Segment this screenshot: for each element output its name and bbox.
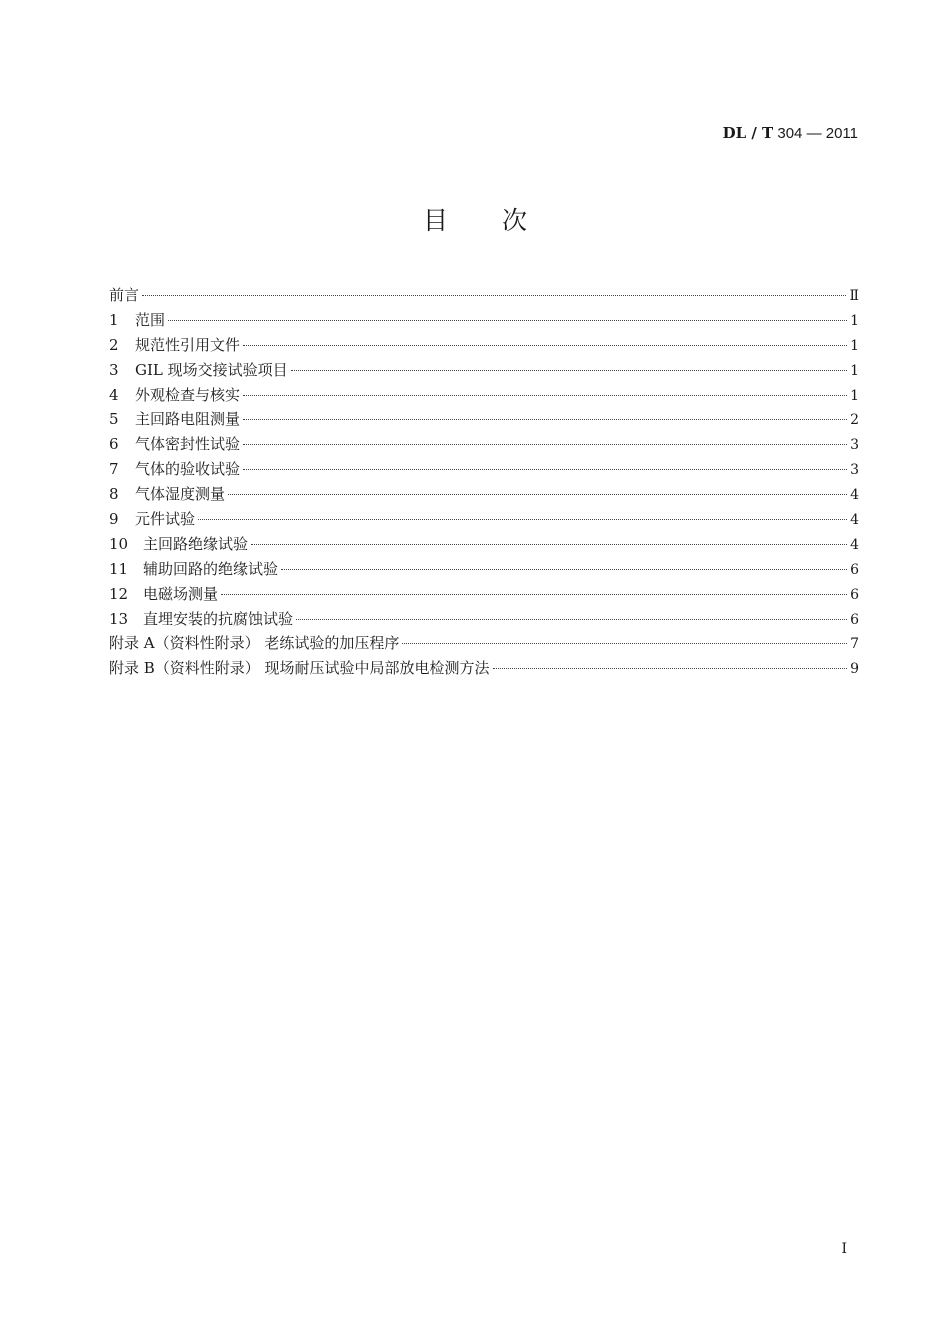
page-title: 目次 (422, 206, 581, 235)
toc-entry-page: 3 (850, 437, 859, 454)
toc-entry-number: 1 (109, 310, 119, 329)
toc-entry-number: 10 (109, 534, 129, 553)
toc-entry-3[interactable] (109, 358, 859, 383)
toc-dot-leader (291, 370, 847, 371)
standard-code (723, 124, 858, 142)
toc-entry-label: 范围 (135, 310, 166, 329)
toc-entry-page: Ⅱ (849, 288, 859, 304)
toc-entry-label: 电磁场测量 (143, 584, 219, 603)
toc-entry-13[interactable] (109, 607, 859, 632)
toc-entry-number: 2 (109, 335, 119, 354)
toc-entry-label: 外观检查与核实 (135, 385, 241, 404)
toc-entry-2[interactable] (109, 333, 859, 358)
toc-entry-appendix-b[interactable] (109, 656, 859, 681)
toc-entry-label: 气体湿度测量 (135, 485, 226, 504)
toc-entry-number: 9 (109, 510, 119, 529)
toc-entry-page: 1 (850, 337, 859, 354)
toc-dot-leader (221, 594, 847, 595)
toc-entry-page: 2 (850, 412, 859, 429)
toc-entry-9[interactable] (109, 507, 859, 532)
toc-entry-page: 1 (850, 312, 859, 329)
toc-entry-page: 3 (850, 462, 859, 479)
toc-entry-label: GIL 现场交接试验项目 (135, 360, 288, 379)
standard-code-prefix: DL / T (722, 124, 774, 142)
toc-entry-number: 8 (109, 485, 119, 504)
toc-entry-page: 6 (850, 561, 859, 578)
toc-dot-leader (168, 320, 847, 321)
toc-dot-leader (228, 494, 847, 495)
toc-dot-leader (243, 345, 847, 346)
page-number: I (841, 1241, 847, 1257)
toc-entry-number: 3 (109, 360, 119, 379)
toc-dot-leader (243, 419, 847, 420)
toc-entry-page: 4 (850, 487, 859, 504)
toc-entry-page: 4 (850, 536, 859, 553)
toc-entry-number: 5 (109, 410, 119, 429)
toc-entry-label: 直埋安装的抗腐蚀试验 (143, 609, 294, 628)
toc-dot-leader (243, 469, 847, 470)
toc-entry-page: 1 (850, 387, 859, 404)
toc-entry-number: 12 (109, 584, 129, 603)
toc-entry-label: 气体的验收试验 (135, 460, 241, 479)
toc-entry-6[interactable] (109, 432, 859, 457)
table-of-contents (109, 283, 859, 681)
toc-entry-page: 1 (850, 362, 859, 379)
toc-entry-number: 4 (109, 385, 119, 404)
toc-entry-5[interactable] (109, 407, 859, 432)
toc-entry-page: 6 (850, 586, 859, 603)
toc-entry-appendix-a[interactable] (109, 631, 859, 656)
toc-entry-page: 7 (850, 636, 859, 653)
toc-dot-leader (198, 519, 847, 520)
toc-dot-leader (493, 668, 848, 669)
toc-dot-leader (251, 544, 847, 545)
toc-entry-1[interactable] (109, 308, 859, 333)
toc-entry-label: 前言 (109, 286, 140, 304)
toc-entry-12[interactable] (109, 582, 859, 607)
toc-entry-label: 附录 A（资料性附录） 老练试验的加压程序 (109, 634, 400, 653)
toc-dot-leader (281, 569, 847, 570)
toc-entry-label: 主回路绝缘试验 (143, 534, 249, 553)
toc-entry-number: 13 (109, 609, 129, 628)
toc-entry-page: 6 (850, 611, 859, 628)
toc-dot-leader (243, 395, 847, 396)
toc-dot-leader (243, 444, 847, 445)
toc-entry-label: 元件试验 (135, 510, 196, 529)
toc-entry-page: 9 (850, 661, 859, 678)
toc-entry-8[interactable] (109, 482, 859, 507)
toc-entry-7[interactable] (109, 457, 859, 482)
toc-dot-leader (296, 619, 847, 620)
toc-dot-leader (402, 643, 847, 644)
toc-dot-leader (142, 295, 846, 296)
toc-entry-label: 辅助回路的绝缘试验 (143, 559, 279, 578)
toc-entry-label: 主回路电阻测量 (135, 410, 241, 429)
toc-entry-4[interactable] (109, 383, 859, 408)
toc-entry-label: 规范性引用文件 (135, 335, 241, 354)
toc-entry-number: 7 (109, 460, 119, 479)
toc-entry-label: 气体密封性试验 (135, 435, 241, 454)
toc-entry-page: 4 (850, 512, 859, 529)
toc-entry-11[interactable] (109, 557, 859, 582)
toc-entry-number: 6 (109, 435, 119, 454)
toc-entry-foreword[interactable] (109, 283, 859, 308)
toc-entry-number: 11 (109, 559, 129, 578)
standard-code-number: 304 — 2011 (773, 125, 858, 142)
toc-entry-10[interactable] (109, 532, 859, 557)
toc-entry-label: 附录 B（资料性附录） 现场耐压试验中局部放电检测方法 (109, 659, 490, 678)
